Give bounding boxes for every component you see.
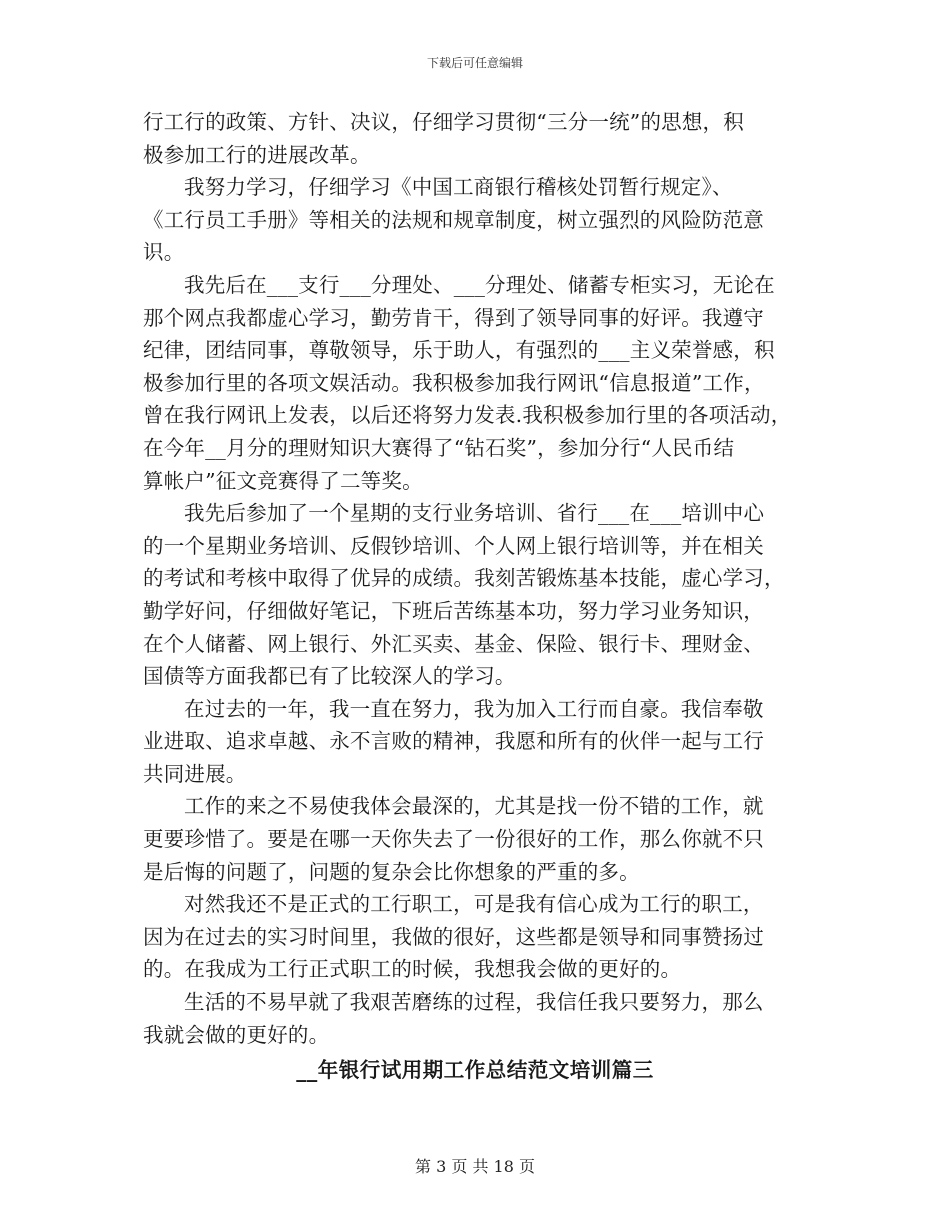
- body-line: 对然我还不是正式的工行职工，可是我有信心成为工行的职工，: [184, 892, 764, 917]
- body-line: 极参加工行的进展改革。: [143, 142, 371, 167]
- body-line: 勤学好问，仔细做好笔记，下班后苦练基本功，努力学习业务知识，: [143, 598, 764, 623]
- page-number: 第 3 页 共 18 页: [415, 1157, 535, 1176]
- body-line: 纪律，团结同事，尊敬领导，乐于助人，有强烈的___主义荣誉感，积: [143, 338, 775, 363]
- body-line: 曾在我行网讯上发表，以后还将努力发表.我积极参加行里的各项活动，: [143, 403, 792, 428]
- section-heading: __年银行试用期工作总结范文培训篇三: [296, 1058, 654, 1082]
- body-line: 算帐户”征文竞赛得了二等奖。: [143, 468, 423, 493]
- body-line: 行工行的政策、方针、决议，仔细学习贯彻“三分一统”的思想，积: [143, 110, 744, 134]
- body-line: 因为在过去的实习时间里，我做的很好，这些都是领导和同事赞扬过: [143, 924, 764, 949]
- body-line: 我就会做的更好的。: [143, 1022, 330, 1047]
- body-line: 工作的来之不易使我体会最深的，尤其是找一份不错的工作，就: [184, 794, 764, 819]
- body-line: 我先后在___支行___分理处、___分理处、储蓄专柜实习，无论在: [184, 272, 775, 297]
- body-line: 《工行员工手册》等相关的法规和规章制度，树立强烈的风险防范意: [143, 207, 764, 232]
- header-note: 下载后可任意编辑: [426, 56, 523, 70]
- body-line: 我先后参加了一个星期的支行业务培训、省行___在___培训中心: [184, 501, 765, 526]
- body-line: 的一个星期业务培训、反假钞培训、个人网上银行培训等，并在相关: [143, 533, 764, 558]
- body-line: 国债等方面我都已有了比较深人的学习。: [143, 664, 516, 689]
- body-line: 识。: [143, 240, 185, 265]
- body-line: 共同进展。: [143, 761, 247, 786]
- body-line: 生活的不易早就了我艰苦磨练的过程，我信任我只要努力，那么: [184, 990, 764, 1015]
- body-line: 在个人储蓄、网上银行、外汇买卖、基金、保险、银行卡、理财金、: [143, 631, 764, 656]
- document-body: [143, 106, 813, 1051]
- body-line: 我努力学习，仔细学习《中国工商银行稽核处罚暂行规定》、: [184, 175, 733, 200]
- body-line: 极参加行里的各项文娱活动。我积极参加我行网讯“信息报道”工作，: [143, 370, 765, 395]
- body-line: 更要珍惜了。要是在哪一天你失去了一份很好的工作，那么你就不只: [143, 827, 764, 852]
- body-line: 那个网点我都虚心学习，勤劳肯干，得到了领导同事的好评。我遵守: [143, 305, 764, 330]
- body-line: 在今年__月分的理财知识大赛得了“钻石奖”，参加分行“人民币结: [143, 435, 735, 460]
- body-line: 业进取、追求卓越、永不言败的精神，我愿和所有的伙伴一起与工行: [143, 729, 764, 754]
- body-line: 的。在我成为工行正式职工的时候，我想我会做的更好的。: [143, 957, 682, 982]
- body-line: 是后悔的问题了，问题的复杂会比你想象的严重的多。: [143, 859, 640, 884]
- body-line: 在过去的一年，我一直在努力，我为加入工行而自豪。我信奉敬: [184, 696, 764, 721]
- body-line: 的考试和考核中取得了优异的成绩。我刻苦锻炼基本技能，虚心学习，: [143, 566, 785, 591]
